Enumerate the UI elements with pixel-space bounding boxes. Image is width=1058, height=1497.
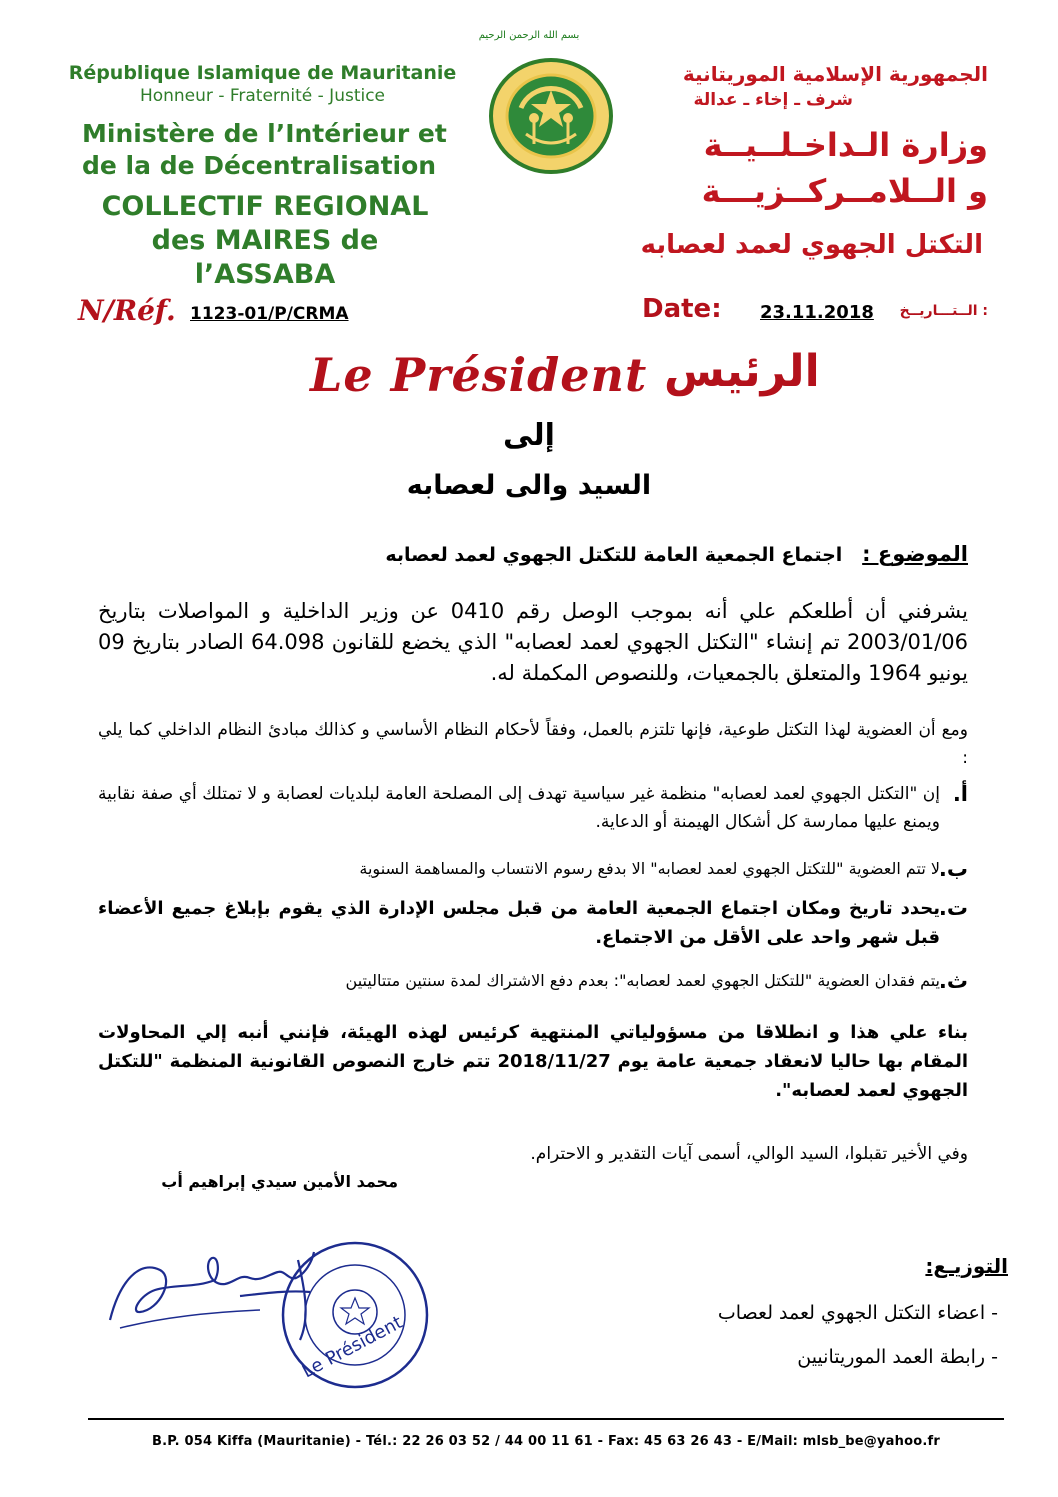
fr-motto: Honneur - Fraternité - Justice (139, 86, 386, 106)
fr-collective-line1: COLLECTIF REGIONAL (101, 191, 429, 222)
list-item (98, 894, 968, 952)
list-item-mark: ب. (938, 857, 968, 881)
list-item (98, 780, 968, 836)
distribution-item: - اعضاء التكتل الجهوي لعمد لعصاب (717, 1302, 998, 1324)
national-seal-icon (486, 56, 616, 176)
signature-stamp-icon (100, 1200, 430, 1405)
ar-ministry-line1: وزارة الـداخـلــيــة (703, 126, 988, 164)
subject-text: اجتماع الجمعية العامة للتكتل الجهوي لعمد لعصابه (385, 544, 843, 566)
date-label: Date: (642, 294, 722, 324)
list-item (98, 968, 968, 994)
ar-republic: الجمهورية الإسلامية الموريتانية (682, 62, 988, 86)
signer-name: محمد الأمين سيدي إبراهيم أب (161, 1172, 398, 1191)
paragraph-2: ومع أن العضوية لهذا التكتل طوعية، فإنها تلتزم بالعمل، وفقاً لأحكام النظام الأساسي و كذالك مبادئ النظام الداخلي كما يلي : (98, 720, 968, 768)
ar-collective: التكتل الجهوي لعمد لعصابه (640, 230, 983, 260)
bismillah: بسم الله الرحمن الرحيم (478, 30, 580, 41)
fr-ministry-line1: Ministère de l’Intérieur et (82, 119, 447, 148)
stamp-label: Le Président (298, 1311, 407, 1383)
list-item-text: يحدد تاريخ ومكان اجتماع الجمعية العامة من قبل مجلس الإدارة الذي يقوم بإبلاغ جميع الأعضاء قبل شهر واحد على الأقل من الاجتماع. (98, 898, 940, 948)
president-title-fr: Le Président (310, 348, 648, 402)
closing-paragraph: وفي الأخير تقبلوا، السيد الوالي، أسمى آيات التقدير و الاحترام. (530, 1144, 968, 1164)
date-label-ar: : الــتـــاريــخ (899, 303, 988, 319)
footer-divider (88, 1418, 1004, 1420)
reference-value: 1123-01/P/CRMA (190, 304, 349, 324)
fr-collective (80, 190, 450, 292)
president-title-ar: الرئيس (664, 346, 820, 397)
date-value: 23.11.2018 (760, 302, 874, 323)
footer-contact: B.P. 054 Kiffa (Mauritanie) - Tél.: 22 26 03 52 / 44 00 11 61 - Fax: 45 63 26 43 - E/Mail: mlsb_be@yahoo.fr (152, 1434, 940, 1449)
ar-ministry-line2: و الــلامــركــزيـــة (701, 172, 988, 210)
list-item-mark: أ. (952, 782, 968, 806)
list-item-text: إن "التكتل الجهوي لعمد لعصابه" منظمة غير سياسية تهدف إلى المصلحة العامة لبلديات لعصابة و لا تمتلك أي صفة نقابية ويمنع عليها ممارسة كل أشكال الهيمنة أو الدعاية. (98, 784, 940, 832)
list-item-mark: ت. (938, 896, 968, 920)
fr-republic: République Islamique de Mauritanie (68, 62, 457, 84)
ar-motto: شرف ـ إخاء ـ عدالة (693, 90, 853, 110)
paragraph-3: بناء علي هذا و انطلاقا من مسؤولياتي المنتهية كرئيس لهذه الهيئة، فإنني أنبه إلي المحاولات المقام بها حاليا لانعقاد جمعية عامة يوم 2018/11/27 تتم خارج النصوص القانونية المنظمة "للتكتل الجهوي لعمد لعصابه". (98, 1022, 969, 1101)
reference-label: N/Réf. (78, 294, 176, 327)
fr-ministry (82, 118, 452, 182)
to-label: إلى (503, 418, 555, 453)
subject-line (98, 542, 968, 566)
list-item (98, 856, 968, 882)
distribution-item: - رابطة العمد الموريتانيين (797, 1346, 998, 1368)
list-item-text: يتم فقدان العضوية "للتكتل الجهوي لعمد لعصابه": بعدم دفع الاشتراك لمدة سنتين متتاليتين (345, 971, 940, 990)
subject-label: الموضوع : (862, 542, 968, 566)
distribution-title: التوزيـع: (925, 1254, 1008, 1278)
ar-ministry (648, 122, 988, 214)
list-item-mark: ث. (938, 969, 968, 993)
addressee: السيد والى لعصابه (406, 470, 652, 501)
list-item-text: لا تتم العضوية "للتكتل الجهوي لعمد لعصابه" الا بدفع رسوم الانتساب والمساهمة السنوية (359, 859, 940, 878)
fr-ministry-line2: de la de Décentralisation (82, 151, 437, 180)
paragraph-1: يشرفني أن أطلعكم علي أنه بموجب الوصل رقم 0410 عن وزير الداخلية و المواصلات بتاريخ 2003/01/06 تم إنشاء "التكتل الجهوي لعمد لعصابه" الذي يخضع للقانون 64.098 الصادر بتاريخ 09 يونيو 1964 والمتعلق بالجمعيات، وللنصوص المكملة له. (98, 599, 968, 685)
fr-collective-line2: des MAIRES de l’ASSABA (151, 225, 379, 290)
